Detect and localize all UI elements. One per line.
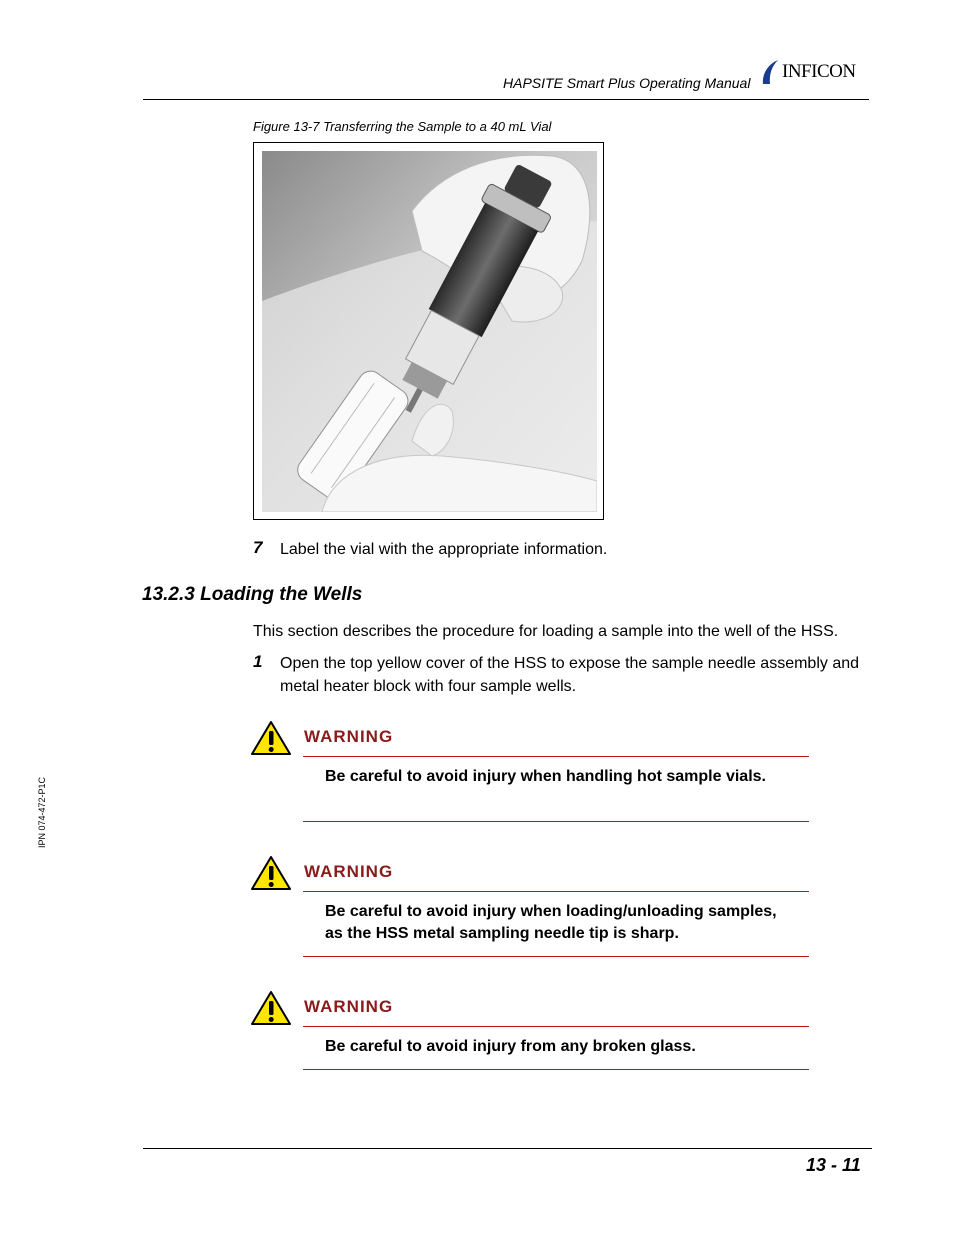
header-rule xyxy=(143,99,869,100)
inficon-swoosh-icon xyxy=(760,58,782,86)
logo-text: INFICON xyxy=(782,61,856,82)
warning-message: Be careful to avoid injury when loading/unloading samples, as the HSS metal sampling needle tip is sharp. xyxy=(325,903,777,942)
warning-triangle-icon xyxy=(250,855,292,891)
manual-title: HAPSITE Smart Plus Operating Manual xyxy=(503,75,751,91)
warning-triangle-icon xyxy=(250,720,292,756)
warning-bottom-rule xyxy=(303,956,809,957)
syringe-vial-photo-icon xyxy=(262,151,597,512)
section-title: 13.2.3 Loading the Wells xyxy=(142,584,363,605)
inficon-logo xyxy=(760,58,872,86)
warning-label: WARNING xyxy=(304,862,394,881)
footer-rule xyxy=(143,1148,872,1149)
step-text: Label the vial with the appropriate information. xyxy=(280,541,608,558)
warning-message: Be careful to avoid injury from any broken glass. xyxy=(325,1038,696,1055)
page-number: 13 - 11 xyxy=(806,1155,861,1175)
ipn-side-label: IPN 074-472-P1C xyxy=(37,776,47,848)
warning-bottom-rule xyxy=(303,1069,809,1070)
step-text: Open the top yellow cover of the HSS to expose the sample needle assembly and metal heater block with four sample wells. xyxy=(280,655,860,695)
warning-label: WARNING xyxy=(304,727,394,746)
warning-bottom-rule xyxy=(303,821,809,822)
figure-frame xyxy=(253,142,604,520)
warning-top-rule xyxy=(303,756,809,757)
step-number: 1 xyxy=(253,652,263,671)
warning-message: Be careful to avoid injury when handling hot sample vials. xyxy=(325,768,766,785)
warning-top-rule xyxy=(303,891,809,892)
section-intro: This section describes the procedure for loading a sample into the well of the HSS. xyxy=(253,623,839,640)
step-number: 7 xyxy=(253,538,263,557)
warning-triangle-icon xyxy=(250,990,292,1026)
warning-label: WARNING xyxy=(304,997,394,1016)
figure-caption: Figure 13-7 Transferring the Sample to a 40 mL Vial xyxy=(253,119,552,134)
warning-top-rule xyxy=(303,1026,809,1027)
